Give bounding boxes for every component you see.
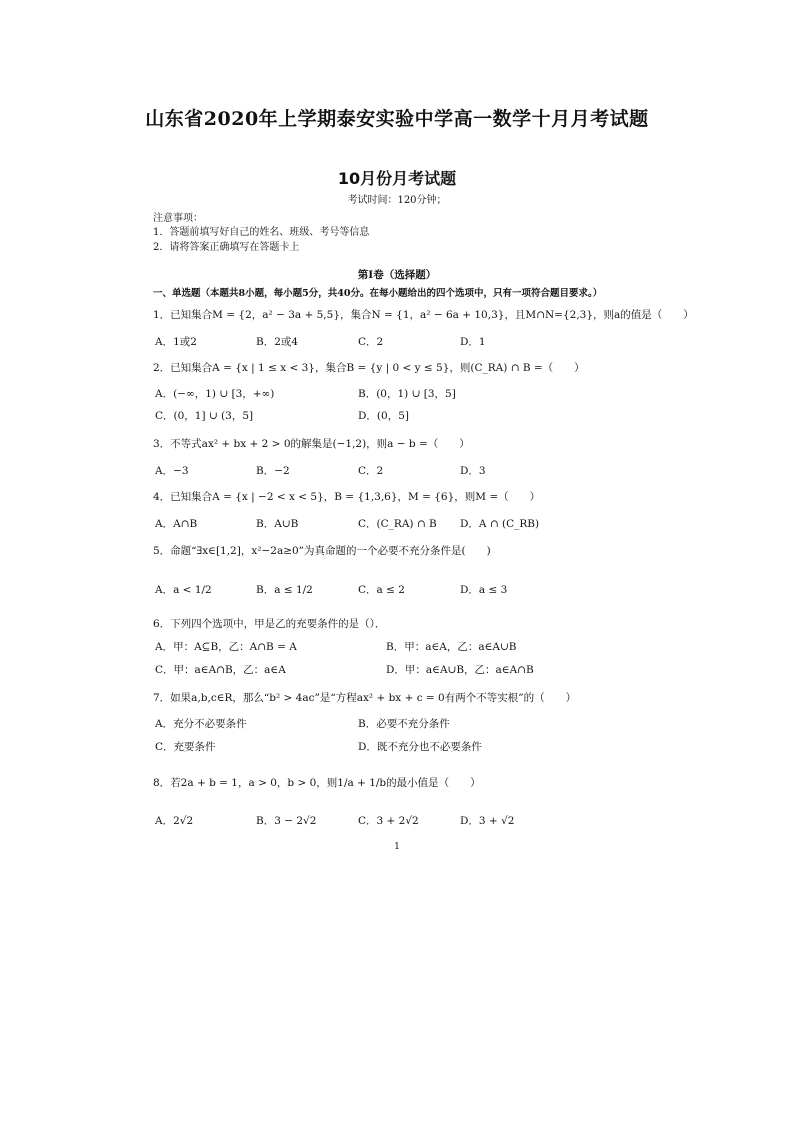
page-subtitle: 10月份月考试题 [337,169,457,188]
question-stem: 2．已知集合A = {x | 1 ≤ x < 3}，集合B = {y | 0 < y ≤ 5}，则(C_RA) ∩ B =（ ） [153,362,585,374]
option: A．甲：A⊆B，乙：A∩B = A [155,641,297,653]
option: B．a ≤ 1/2 [256,584,313,596]
option: C．(C_RA) ∩ B [358,518,437,530]
option: D．a ≤ 3 [460,584,508,596]
option: C．2 [358,336,384,348]
option: A．a < 1/2 [155,584,212,596]
question-stem: 4．已知集合A = {x | −2 < x < 5}，B = {1,3,6}，M = {6}，则M =（ ） [153,491,541,503]
option: D．3 + √2 [460,815,515,827]
option: B．A∪B [256,518,299,530]
option: B．−2 [256,465,290,477]
option: A．1或2 [155,336,197,348]
note-item: 2．请将答案正确填写在答题卡上 [153,242,300,253]
question-stem: 6．下列四个选项中，甲是乙的充要条件的是（）． [153,618,386,630]
option: A．(−∞，1) ∪ [3，+∞) [155,388,275,400]
option: A．A∩B [155,518,198,530]
note-item: 1．答题前填写好自己的姓名、班级、考号等信息 [153,227,370,238]
exam-time: 考试时间：120分钟； [347,195,447,206]
option: C．2 [358,465,384,477]
option: B．必要不充分条件 [358,718,450,730]
section-heading: 第I卷（选择题） [357,269,437,281]
question-stem: 3．不等式ax² + bx + 2 > 0的解集是(−1,2)，则a − b =（ ） [153,438,470,450]
option: A．−3 [155,465,189,477]
notes-heading: 注意事项： [153,213,203,224]
question-stem: 5．命题“∃x∈[1,2]，x²−2a≥0”为真命题的一个必要不充分条件是( ) [153,545,491,557]
option: D．甲：a∈A∪B，乙：a∈A∩B [386,664,534,676]
option: A．2√2 [155,815,194,827]
option: B．甲：a∈A，乙：a∈A∪B [386,641,517,653]
question-stem: 7．如果a,b,c∈R，那么“b² > 4ac”是“方程ax² + bx + c = 0有两个不等实根”的（ ） [153,692,577,704]
question-stem: 8．若2a + b = 1，a > 0，b > 0，则1/a + 1/b的最小值是（ ） [153,777,481,789]
option: C．充要条件 [155,741,216,753]
option: D．(0，5] [358,410,409,422]
option: B．(0，1) ∪ [3，5] [358,388,456,400]
option: D．A ∩ (C_RB) [460,518,540,530]
question-stem: 1．已知集合M = {2，a² − 3a + 5,5}，集合N = {1，a² − 6a + 10,3}，且M∩N={2,3}，则a的值是（ ） [153,309,694,321]
option: D．3 [460,465,486,477]
option: C．甲：a∈A∩B，乙：a∈A [155,664,286,676]
option: A．充分不必要条件 [155,718,247,730]
option: B．3 − 2√2 [256,815,317,827]
page-number: 1 [394,842,400,852]
option: B．2或4 [256,336,299,348]
option: C．a ≤ 2 [358,584,405,596]
section-instruction: 一、单选题（本题共8小题，每小题5分，共40分。在每小题给出的四个选项中，只有一项符合题目要求。） [153,288,603,299]
option: D．既不充分也不必要条件 [358,741,482,753]
option: C．3 + 2√2 [358,815,419,827]
page-title: 山东省2020年上学期泰安实验中学高一数学十月月考试题 [145,108,649,130]
option: D．1 [460,336,486,348]
option: C．(0，1] ∪ (3，5] [155,410,254,422]
